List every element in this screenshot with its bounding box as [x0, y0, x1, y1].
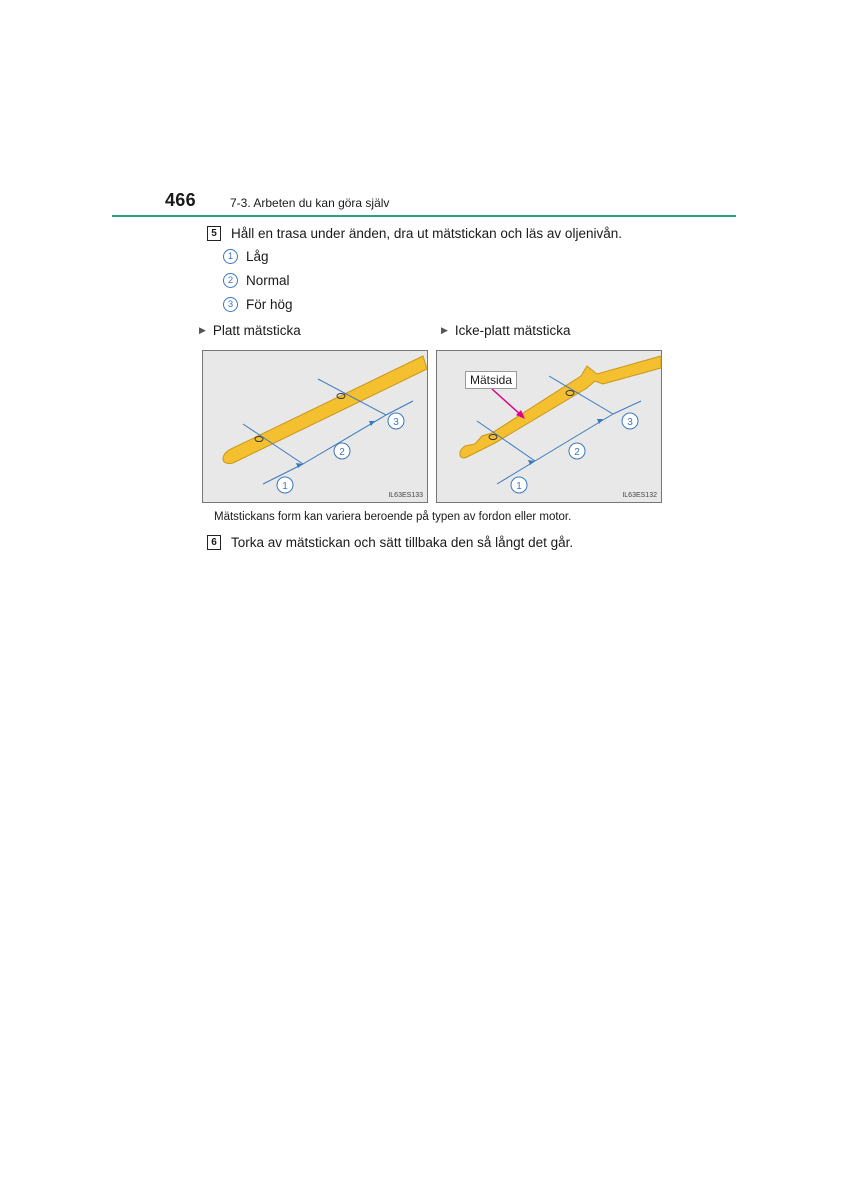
- variant-nonflat-heading: [441, 323, 570, 338]
- step-5: [207, 226, 622, 241]
- level-item-normal: [223, 273, 290, 288]
- level-marker-text: 2: [339, 447, 345, 458]
- circled-number-icon: 3: [223, 297, 238, 312]
- variant-label: Platt mätsticka: [212, 323, 301, 338]
- figure-code: IL63ES132: [622, 492, 657, 499]
- step-6: [207, 535, 573, 550]
- level-label: Låg: [246, 249, 269, 264]
- triangle-right-icon: ▶: [199, 325, 206, 335]
- step-number-box: 5: [207, 226, 221, 241]
- level-marker-text: 3: [393, 417, 399, 428]
- level-item-low: [223, 249, 269, 264]
- figure-code: IL63ES133: [388, 492, 423, 499]
- level-marker-text: 2: [574, 447, 580, 458]
- step-text: Håll en trasa under änden, dra ut mätstickan och läs av oljenivån.: [231, 226, 622, 241]
- figure-nonflat-dipstick: [436, 350, 662, 503]
- level-item-high: [223, 297, 293, 312]
- triangle-right-icon: ▶: [441, 325, 448, 335]
- level-marker-text: 1: [516, 481, 522, 492]
- circled-number-icon: 1: [223, 249, 238, 264]
- page-number: 466: [165, 190, 196, 210]
- circled-number-icon: 2: [223, 273, 238, 288]
- header-rule: [112, 215, 736, 217]
- level-marker-text: 1: [282, 481, 288, 492]
- figure-flat-dipstick: [202, 350, 428, 503]
- level-label: Normal: [246, 273, 290, 288]
- level-marker-text: 3: [627, 417, 633, 428]
- flat-dipstick-illustration: [203, 351, 429, 504]
- step-number-box: 6: [207, 535, 221, 550]
- variant-label: Icke-platt mätsticka: [454, 323, 571, 338]
- section-title: 7-3. Arbeten du kan göra själv: [230, 196, 390, 210]
- step-text: Torka av mätstickan och sätt tillbaka den så långt det går.: [231, 535, 574, 550]
- figure-caption: Mätstickans form kan variera beroende på typen av fordon eller motor.: [214, 511, 572, 523]
- level-label: För hög: [246, 297, 293, 312]
- variant-flat-heading: [199, 323, 301, 338]
- measuring-side-label: Mätsida: [465, 371, 517, 389]
